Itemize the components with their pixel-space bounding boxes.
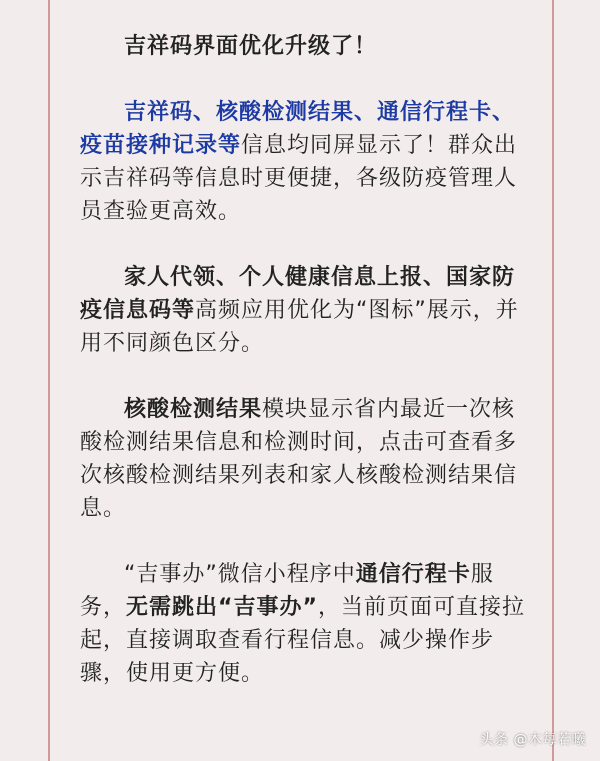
highlight-same-screen-items: 吉祥码、核酸检测结果、通信行程卡、疫苗接种记录等 <box>80 100 516 158</box>
paragraph-text: 信息均同屏显示了！群众出示吉祥码等信息时更便捷，各级防疫管理人员查验更高效。 <box>80 133 518 224</box>
paragraph-text: ，当前页面可直接拉起，直接调取查看行程信息。减少操作步骤，使用更方便。 <box>80 595 525 686</box>
paragraph-text: “吉事办”微信小程序中 <box>124 562 356 587</box>
paragraph-same-screen-display <box>80 96 530 228</box>
highlight-high-frequency-apps: 家人代领、个人健康信息上报、国家防疫信息码等 <box>80 265 516 323</box>
highlight-test-results: 核酸检测结果 <box>124 397 263 422</box>
article-heading: 吉祥码界面优化升级了！ <box>124 34 378 59</box>
paragraph-text: 模块显示省内最近一次核酸检测结果信息和检测时间，点击可查看多次核酸检测结果列表和家人核酸检测结果信息。 <box>80 397 518 521</box>
left-border-line <box>48 0 50 761</box>
paragraph-text: 服务， <box>80 562 494 620</box>
article-content <box>80 30 530 690</box>
paragraph-itinerary-card <box>80 558 530 690</box>
paragraph-icon-display <box>80 261 530 360</box>
source-watermark: 头条 @木每若曦 <box>479 732 586 748</box>
highlight-itinerary-card: 通信行程卡 <box>355 562 471 587</box>
right-border-line <box>552 0 554 761</box>
paragraph-text: 高频应用优化为“图标”展示，并用不同颜色区分。 <box>80 298 519 356</box>
paragraph-test-results <box>80 393 530 525</box>
highlight-no-jump-out: 无需跳出“吉事办” <box>126 595 318 620</box>
